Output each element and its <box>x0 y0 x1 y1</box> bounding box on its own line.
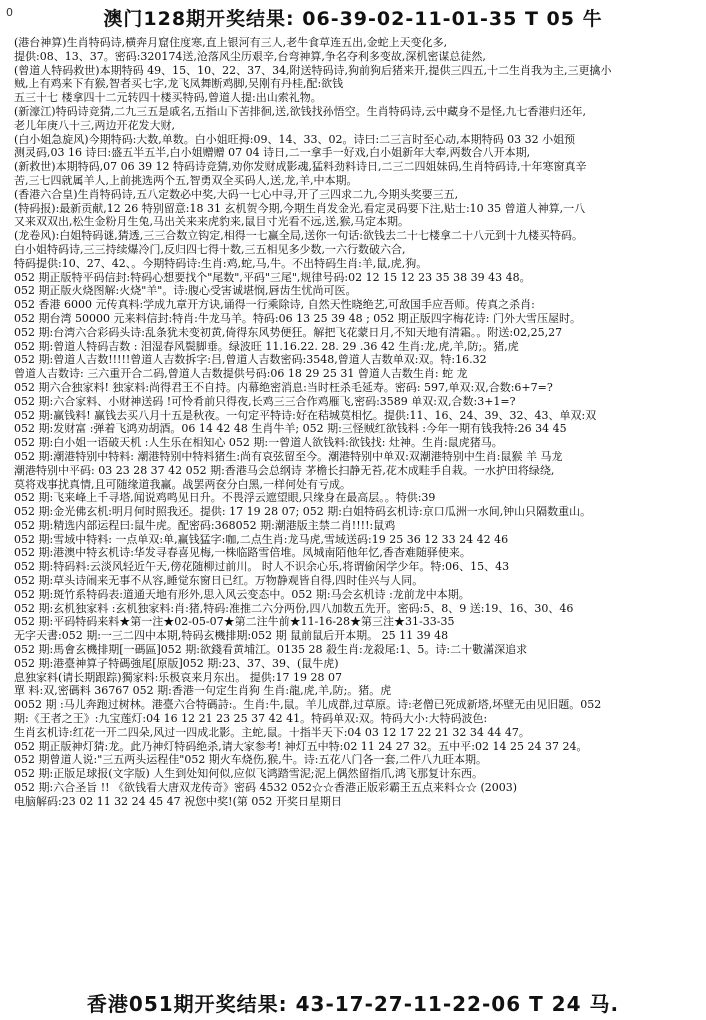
text-line: 052 期六合独家料! 独家料:尚得君王不自持。内幕绝密消息:当时枉杀毛延寿。密码: 597,单双:双,合数:6+7=? <box>14 380 553 394</box>
text-line: (龙卷风):白姐特码谜,猜透,三三合数立钩定,相得一七赢全局,送你一句话:欲钱去二十七楼拿二十八元到十九楼买特码。 <box>14 229 583 243</box>
text-line: 电脑解码:23 02 11 32 24 45 47 祝您中奖!(第 052 开奖日星期日 <box>14 794 342 808</box>
text-line: 052 期:平码特码来料★第一注★02-05-07★第二注牛前★11-16-28★第三注★31-33-35 <box>14 615 455 629</box>
text-line: 052 期:潮港特别中特料: 潮港特别中特料猪生:尚有哀弦留至今。潮港特别中单双:双潮港特别中生肖:鼠猴 羊 马龙 <box>14 449 563 463</box>
text-line: 0052 期 :马儿奔跑过树林。港臺六合特碼詩:。生肖:牛,鼠。羊儿成群,过草原。诗:老僧已死成新塔,坏壁无由见旧题。052 <box>14 698 602 712</box>
text-line: 052 期:港澳中特玄机诗:华发寻春喜见梅,一株临路雪倍堆。凤城南陌他年忆,香杳难随驿使来。 <box>14 546 471 560</box>
text-line: (新濠江)特码诗竞猜,二九三五是戚名,五指山下苦排徊,送,欲钱找孙悟空。生肖特码诗,云中藏身不是怪,九七香港归还年, <box>14 104 587 118</box>
body-text <box>14 36 696 982</box>
text-line: 052 期:馬會玄機排期[一碼區]052 期:欲錢看黄埔江。0135 28 殺生肖:龙殺尾:1、5。诗:二十數滿深追求 <box>14 643 528 657</box>
text-line: 贼,上有鸡来下有猴,智者买七字,龙飞凤舞断鸡脚,吴刚有丹桂,配:欲钱 <box>14 77 344 91</box>
text-line: 测灵码,03 16 诗曰:盛五半五半,白小姐赠赠 07 04 诗日,二一拿手一好戏,白小姐新年大奉,两数合八开本期, <box>14 146 531 160</box>
text-line: 052 期正版神灯猜:龙。此乃神灯特码绝杀,请大家参考! 神灯五中特:02 11 24 27 32。五中平:02 14 25 24 37 24。 <box>14 739 588 753</box>
text-line: 生肖玄机诗:红花一开二四朵,风过一四成北影。主蛇,鼠。十指半天下:04 03 12 17 22 21 32 34 44 47。 <box>14 725 530 739</box>
text-line: 052 期:六合家料、小财神送码 !可怜肴前只得夜,长鸡三三合作鸡雁飞,密码:3589 单双:双,合数:3+1=? <box>14 394 516 408</box>
text-line: 052 期:六合圣旨 !! 《欲钱看大唐双龙传奇》密码 4532 052☆☆香港正版彩霸王五点来料☆☆ (2003) <box>14 781 518 795</box>
text-line: 052 香港 6000 元传真料:学成九章开方诀,诵得一行乘除诗, 自然天性晓绝艺,可敌国手应吾师。传真之杀肖: <box>14 298 535 312</box>
text-line: 052 期:曾道人吉数!!!!!曾道人吉数拆字:吕,曾道人吉数密码:3548,曾道人吉数单双:双。特:16.32 <box>14 353 487 367</box>
text-line: 无字天書:052 期:一三二四中本期,特码玄機排期:052 期 鼠前鼠后开本期。 25 11 39 48 <box>14 629 449 643</box>
text-line: 曾道人吉数诗: 三六重开合二码,曾道人吉数提供号码:06 18 29 25 31 曾道人吉数生肖: 蛇 龙 <box>14 367 468 381</box>
text-line: (港台神算)生肖特码诗,横奔月窟住度寒,直上银河有三人,老牛食草连五出,金蛇上天变化多, <box>14 36 448 49</box>
text-line: 老儿年庚八十三,两边开花发大财, <box>14 118 175 132</box>
text-line: 052 期正版火烧图解:火烧"羊"。诗:腹心受害诚堪悯,唇齿生忧尚可医。 <box>14 284 357 298</box>
page-footer <box>0 984 706 1020</box>
text-line: 莫将戏事扰真情,且可随缘道我赢。战罢两奁分白黑,一样何处有亏成。 <box>14 477 351 491</box>
text-line: (白小姐急旋风)今期特码:大数,单数。白小姐旺拇:09、14、33、02。诗曰:二三言时至心动,本期特码 03 32 小姐预 <box>14 132 576 146</box>
text-line: (新救世)本期特码,07 06 39 12 特码诗竞猜,劝你发财成影魂,猛料劲料诗日,二三二四姐妹码,生肖特码诗,十年寒窗真辛 <box>14 160 587 174</box>
text-line: 052 期:精选内部运程曰:鼠牛虎。配密码:368052 期:潮港版主禁二肖!!!!:鼠鸡 <box>14 518 396 532</box>
text-line: 052 期:飞来峰上千寻塔,闻说鸡鸣见日升。不畏浮云遮望眼,只缘身在最高层。。特供:39 <box>14 491 436 505</box>
text-line: 單 料:双,密碼料 36767 052 期:香港一句定生肖狗 生肖:龍,虎,羊,防;。猪。虎 <box>14 684 392 698</box>
text-line: 052 期:台湾六合彩码头诗:乱条犹未变初黄,倚得东风势便狂。解把飞花蒙日月,不知天地有清霜。。附送:02,25,27 <box>14 325 563 339</box>
text-line: (特码报):最新贡献,12 26 特别留意:18 31 玄机贺今期,今期生肖发金光,看定灵码要下注,贴士:10 35 曾道人神算,一八 <box>14 201 586 215</box>
header-title: 澳门128期开奖结果: 06-39-02-11-01-35 T 05 牛 <box>97 4 608 31</box>
text-line: 052 期台湾 50000 元来料信封:特肖:牛龙马羊。特码:06 13 25 39 48 ; 052 期正版四字梅花诗: 门外大雪压屋时。 <box>14 311 581 325</box>
text-line: 息独家料(请长期跟踪)獨家料:乐极哀来月东出。 提供:17 19 28 07 <box>14 670 342 684</box>
corner-mark: 0 <box>6 6 13 19</box>
text-line: (曾道人特码救世)本期特码 49、15、10、22、37、34,附送特码诗,狗前狗后猪来开,提供三四五,十二生肖我为主,三更擒小 <box>14 63 612 77</box>
text-line: 052 期:特码料:云淡风轻近午天,傍花随柳过前川。 时人不识余心乐,将谓偷闲学少年。特:06、15、43 <box>14 560 510 574</box>
text-line: 052 期:斑竹系特码表:道通天地有形外,思入风云变态中。052 期:马会玄机诗 :龙前龙中本期。 <box>14 587 470 601</box>
text-line: 052 期:正版足球报(文字版) 人生到处知何似,应似飞鸿踏雪泥;泥上偶然留指爪,鸿飞那复计东西。 <box>14 767 483 781</box>
text-line: 052 期正版特平码信封:特码心想要找个"尾数",平码"三尾",规律号码:02 12 15 12 23 35 38 39 43 48。 <box>14 270 531 284</box>
text-line: 又来双双出,松生金粉月生兔,马出关来来虎豹来,鼠目寸光看不远,送,猴,马定本期。 <box>14 215 409 229</box>
text-line: 特码提供:10、27、42、。今期特码诗:生肖:鸡,蛇,马,牛。不出特码生肖:羊,鼠,虎,狗。 <box>14 256 428 270</box>
text-line: 052 期:赢钱料! 赢钱去买八月十五是秋夜。一句定平特诗:好在秸城莫相忆。提供:11、16、24、39、32、43、单双:双 <box>14 408 597 422</box>
page-header <box>0 0 706 34</box>
text-line: 白小姐特码诗,三三持续爆冷门,反归四七得十数,三五相见多少数,一六行数破六合, <box>14 242 406 256</box>
text-line: 052 期:白小姐一语破天机 :人生乐在相知心 052 期:一曾道人欲钱料:欲钱找: 灶神。生肖:鼠虎猪马。 <box>14 436 503 450</box>
text-line: 潮港特别中平码: 03 23 28 37 42 052 期:香港马会总纲诗 茅檐长扫静无苔,花木成畦手自栽。一水护田将绿绕, <box>14 463 555 477</box>
text-line: 052 期:雪域中特料: 一点单双:单,赢钱猛字:咖,二点生肖:龙马虎,雪域送码:19 25 36 12 33 24 42 46 <box>14 532 509 546</box>
text-line: 期:《王者之王》:九宝莲灯:04 16 12 21 23 25 37 42 41。特码单双:双。特码大小:大特码波色: <box>14 712 488 726</box>
text-line: 052 期:草头诗闹来无事不从容,睡觉东窗日已红。万物静观皆自得,四时佳兴与人同。 <box>14 574 424 588</box>
text-line: 052 期:港臺神算子特碼強尾[原版]052 期:23、37、39、(鼠牛虎) <box>14 656 339 670</box>
text-line: 052 期:金光佛玄机:明月何时照我还。提供: 17 19 28 07; 052 期:白姐特码玄机诗:京口瓜洲一水间,钟山只隔数重山。 <box>14 505 592 519</box>
text-line: (香港六合皇)生肖特码诗,五八定数必中奖,大码一七心中寻,开了三四求二九,今期头奖要三五, <box>14 187 459 201</box>
text-line: 五三十七 楼拿四十二元转四十楼买特码,曾道人提:出山索礼物。 <box>14 91 322 105</box>
text-line: 052 期:发财富 :弹着飞鸿劝胡酒。06 14 42 48 生肖牛羊; 052 期:三怪贼红欲钱料 :今年一期有钱我特:26 34 45 <box>14 422 567 436</box>
text-line: 提供:08、13、37。密码:320174送,沧落风尘历艰辛,台弯神算,争名夺利多变故,深机密谋总徒然, <box>14 49 486 63</box>
text-line: 052 期曾道人说:"三五两头运程佳"052 期火车烧伤,猴,牛。诗:五花八门各一套,二件八九旺本期。 <box>14 753 488 767</box>
footer-title: 香港051期开奖结果: 43-17-27-11-22-06 T 24 马. <box>86 991 620 1016</box>
text-line: 052 期:玄机独家料 :玄机独家料:肖:猪,特码:准推二六分两份,四八加数五先开。密码:5、8、9 送:19、16、30、46 <box>14 601 574 615</box>
text-line: 苦,三七四就属羊人,上前挑选两个五,智勇双全买码人,送,龙,羊,中本期。 <box>14 173 358 187</box>
text-line: 052 期:曾道人特码吉数 : 泪湿春风鬓脚垂。绿波旺 11.16.22. 28. 29 .36 42 生肖:龙,虎,羊,防;。猪,虎 <box>14 339 519 353</box>
